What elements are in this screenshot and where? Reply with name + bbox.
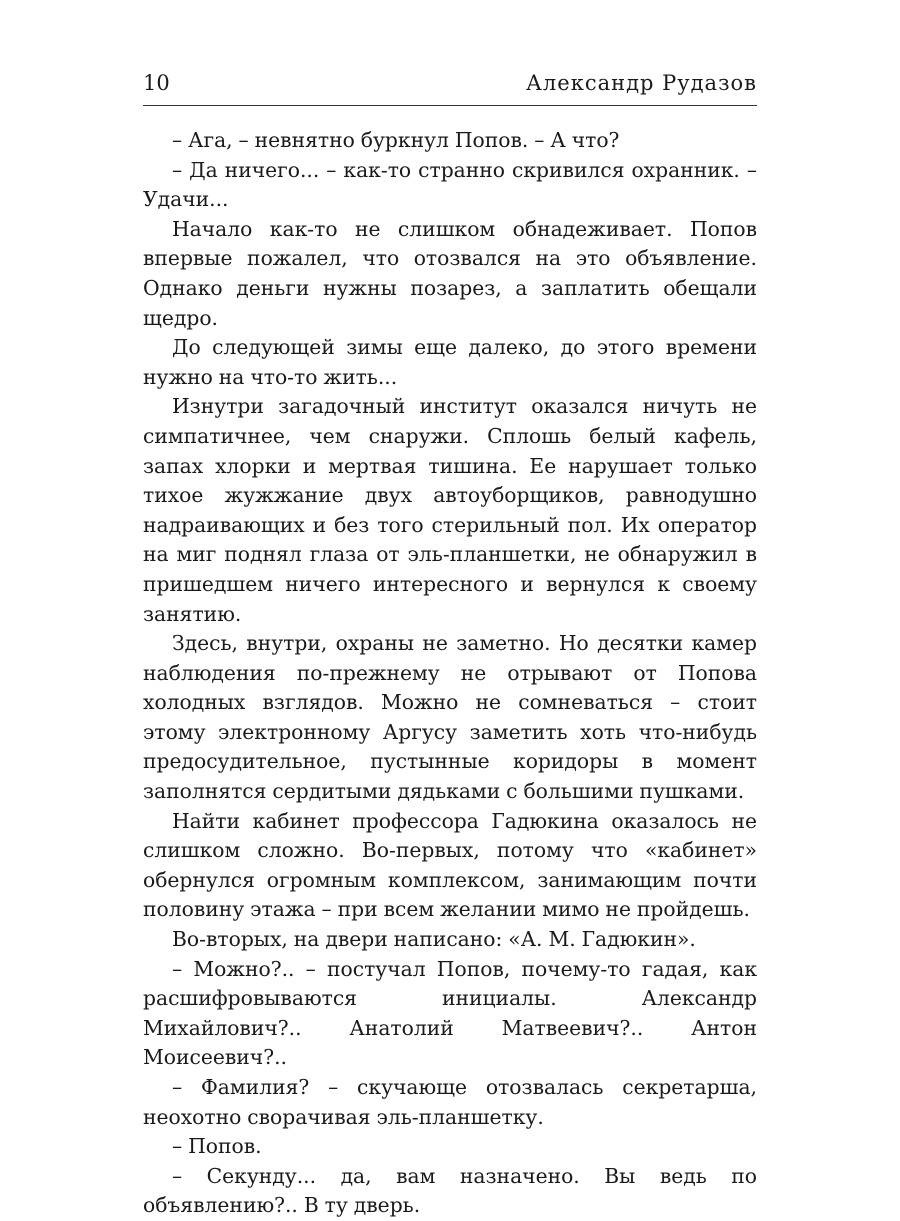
body-text [143, 126, 757, 1221]
paragraph: – Попов. [172, 1134, 262, 1159]
paragraph: Во-вторых, на двери написано: «А. М. Гадюкин». [172, 927, 696, 952]
page-number: 10 [143, 71, 170, 95]
paragraph: – Ага, – невнятно буркнул Попов. – А что? [172, 128, 620, 152]
paragraph: Изнутри загадочный институт оказался ничуть не симпатичнее, чем снаружи. Сплошь белый кафель, запах хлорки и мертвая тишина. Ее нарушает только тихое жужжание двух автоуборщиков, равнодушно надраивающих и без того стерильный пол. Их оператор на миг поднял глаза от эль-планшетки, не обнаружил в пришедшем ничего интересного и вернулся к своему занятию. [143, 394, 757, 626]
header-rule [143, 105, 757, 106]
running-head-author: Александр Рудазов [526, 71, 757, 95]
paragraph: – Можно?.. – постучал Попов, почему-то гадая, как расшифровываются инициалы. Александр Михайлович?.. Анатолий Матвеевич?.. Антон Моисеевич?.. [143, 956, 757, 1070]
paragraph: Начало как-то не слишком обнадеживает. Попов впервые пожалел, что отозвался на это объявление. Однако деньги нужны позарез, а заплатить обещали щедро. [143, 216, 757, 330]
paragraph: Здесь, внутри, охраны не заметно. Но десятки камер наблюдения по-прежнему не отрывают от Попова холодных взглядов. Можно не сомневаться – стоит этому электронному Аргусу заметить хоть что-нибудь предосудительное, пустынные коридоры в момент заполнятся сердитыми дядьками с большими пушками. [143, 631, 757, 804]
paragraph: Найти кабинет профессора Гадюкина оказалось не слишком сложно. Во-первых, потому что «кабинет» обернулся огромным комплексом, занимающим почти половину этажа – при всем желании мимо не пройдешь. [143, 808, 757, 922]
paragraph: – Секунду... да, вам назначено. Вы ведь по объявлению?.. В ту дверь. [143, 1163, 757, 1218]
paragraph: – Да ничего... – как-то странно скривился охранник. – Удачи... [143, 157, 757, 212]
book-page [143, 0, 757, 1218]
paragraph: – Фамилия? – скучающе отозвалась секретарша, неохотно сворачивая эль-планшетку. [143, 1075, 757, 1129]
running-head [143, 68, 757, 98]
paragraph: До следующей зимы еще далеко, до этого времени нужно на что-то жить... [143, 335, 757, 389]
